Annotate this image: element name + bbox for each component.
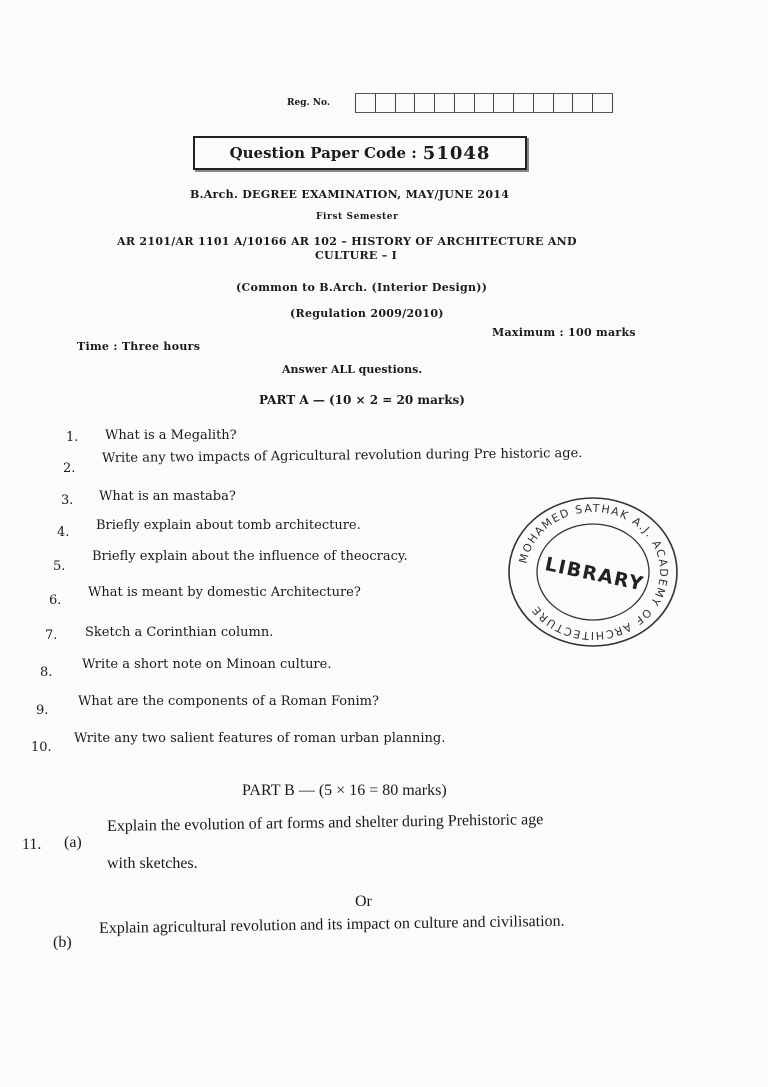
- question-text: Explain the evolution of art forms and shelter during Prehistoric age: [106, 811, 544, 835]
- question-text: What are the components of a Roman Fonim?: [78, 694, 379, 709]
- question-paper-code-box: [193, 136, 527, 170]
- question-text: What is meant by domestic Architecture?: [88, 585, 361, 600]
- regulation: (Regulation 2009/2010): [290, 307, 444, 320]
- max-marks: Maximum : 100 marks: [492, 326, 636, 339]
- question-number: 1.: [66, 430, 79, 445]
- exam-title: B.Arch. DEGREE EXAMINATION, MAY/JUNE 2014: [190, 188, 510, 201]
- sub-question-label: (a): [64, 834, 82, 851]
- question-text: Explain agricultural revolution and its impact on culture and civilisation.: [98, 912, 565, 937]
- question-number: 9.: [36, 703, 49, 718]
- question-text: Write any two salient features of roman urban planning.: [74, 731, 446, 746]
- question-text: What is an mastaba?: [99, 489, 236, 504]
- time-allowed: Time : Three hours: [77, 340, 201, 353]
- question-number: 8.: [40, 665, 53, 680]
- question-number: 2.: [63, 461, 76, 476]
- question-paper-code: 51048: [422, 142, 491, 164]
- question-number: 3.: [61, 493, 74, 508]
- instruction: Answer ALL questions.: [282, 363, 423, 376]
- question-text: Briefly explain about the influence of theocracy.: [92, 549, 408, 564]
- question-text: Briefly explain about tomb architecture.: [96, 518, 361, 533]
- reg-no-boxes: [355, 93, 613, 113]
- question-text: Sketch a Corinthian column.: [85, 625, 274, 640]
- common-to: (Common to B.Arch. (Interior Design)): [236, 281, 488, 294]
- part-a-title: PART A — (10 × 2 = 20 marks): [259, 393, 465, 407]
- library-stamp: [498, 492, 688, 652]
- part-b-title: PART B — (5 × 16 = 80 marks): [242, 782, 447, 799]
- question-text: Write any two impacts of Agricultural revolution during Pre historic age.: [101, 445, 583, 466]
- question-number: 6.: [49, 593, 62, 608]
- question-text: Write a short note on Minoan culture.: [82, 657, 332, 672]
- semester: First Semester: [316, 212, 399, 222]
- question-paper-code-label: Question Paper Code :: [229, 144, 417, 162]
- subject-line-1: AR 2101/AR 1101 A/10166 AR 102 – HISTORY OF ARCHITECTURE AND: [117, 235, 577, 248]
- question-text: What is a Megalith?: [105, 428, 237, 443]
- stamp-center-text: LIBRARY: [542, 553, 647, 596]
- question-number: 11.: [22, 836, 42, 853]
- subject-line-2: CULTURE – I: [315, 249, 398, 262]
- or-label: Or: [355, 893, 372, 910]
- question-number: 7.: [45, 628, 58, 643]
- question-number: 10.: [31, 740, 52, 755]
- reg-no-label: Reg. No.: [287, 98, 330, 108]
- sub-question-label: (b): [53, 934, 72, 951]
- question-text: with sketches.: [107, 855, 198, 872]
- question-number: 5.: [53, 559, 66, 574]
- stamp-ring-text: MOHAMED SATHAK A.J. ACADEMY OF ARCHITECTURE: [516, 501, 671, 643]
- question-number: 4.: [57, 525, 70, 540]
